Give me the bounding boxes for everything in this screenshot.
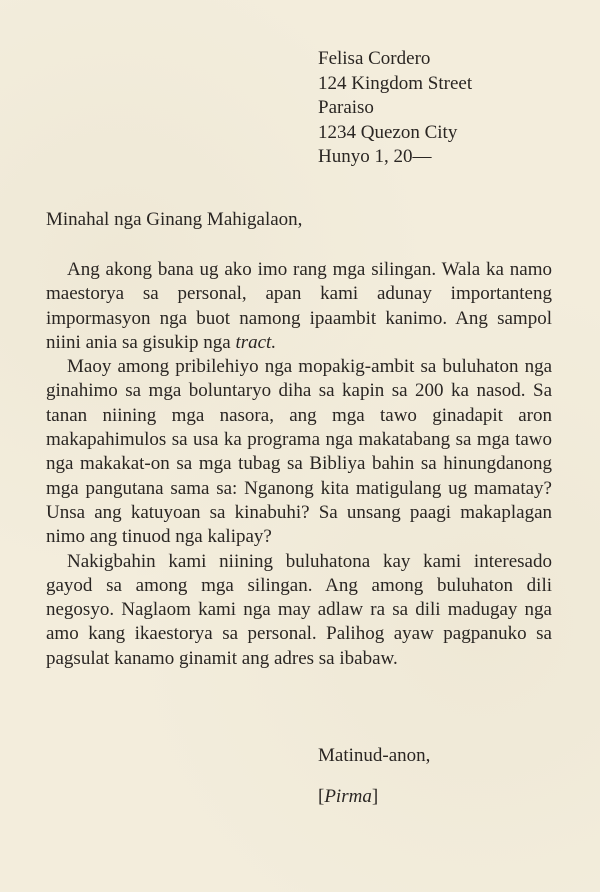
paragraph-3: Nakigbahin kami niining buluhatona kay kami interesado gayod sa among mga silingan. Ang among buluhaton dili negosyo. Naglaom kami nga may adlaw ra sa dili madugay nga amo kang ikaestorya sa personal. Palihog ayaw pagpanuko sa pagsulat kanamo ginamit ang adres sa ibabaw.	[46, 550, 552, 669]
closing: Matinud-anon,	[318, 745, 431, 766]
signature-close-bracket: ]	[371, 786, 379, 807]
letter-date: Hunyo 1, 20—	[318, 146, 432, 167]
tract-word: tract.	[235, 331, 277, 353]
sender-name: Felisa Cordero	[318, 48, 431, 69]
sender-street: 124 Kingdom Street	[318, 72, 473, 94]
paragraph-1-text: Ang akong bana ug ako imo rang mga silingan. Wala ka namo maestorya sa personal, apan kami adunay importanteng impormasyon nga buot namong ipaambit kanimo. Ang sampol niini ania sa gisukip nga	[46, 259, 552, 353]
signature-word: Pirma	[324, 786, 372, 807]
signature-open-bracket: [	[318, 786, 325, 807]
sender-address	[318, 47, 472, 145]
paragraph-2: Maoy among pribilehiyo nga mopakig-ambit sa buluhaton nga ginahimo sa mga boluntaryo diha sa kapin sa 200 ka nasod. Sa tanan niining mga nasora, ang mga tawo ginadapit aron makapahimulos sa usa ka programa nga makatabang sa mga tawo nga makakat-on sa mga tubag sa Bibliya bahin sa hinungdanong mga pangutana sama sa: Nganong kita matigulang ug mamatay? Unsa ang katuyoan sa kinabuhi? Sa unsang paagi makaplagan nimo ang tinuod nga kalipay?	[46, 356, 552, 548]
letter-body	[46, 258, 552, 671]
signature-placeholder	[318, 785, 378, 809]
sender-locality: Paraiso	[318, 97, 374, 118]
salutation: Minahal nga Ginang Mahigalaon,	[46, 209, 303, 230]
paragraph-1	[46, 258, 552, 355]
sender-city: 1234 Quezon City	[318, 121, 458, 143]
